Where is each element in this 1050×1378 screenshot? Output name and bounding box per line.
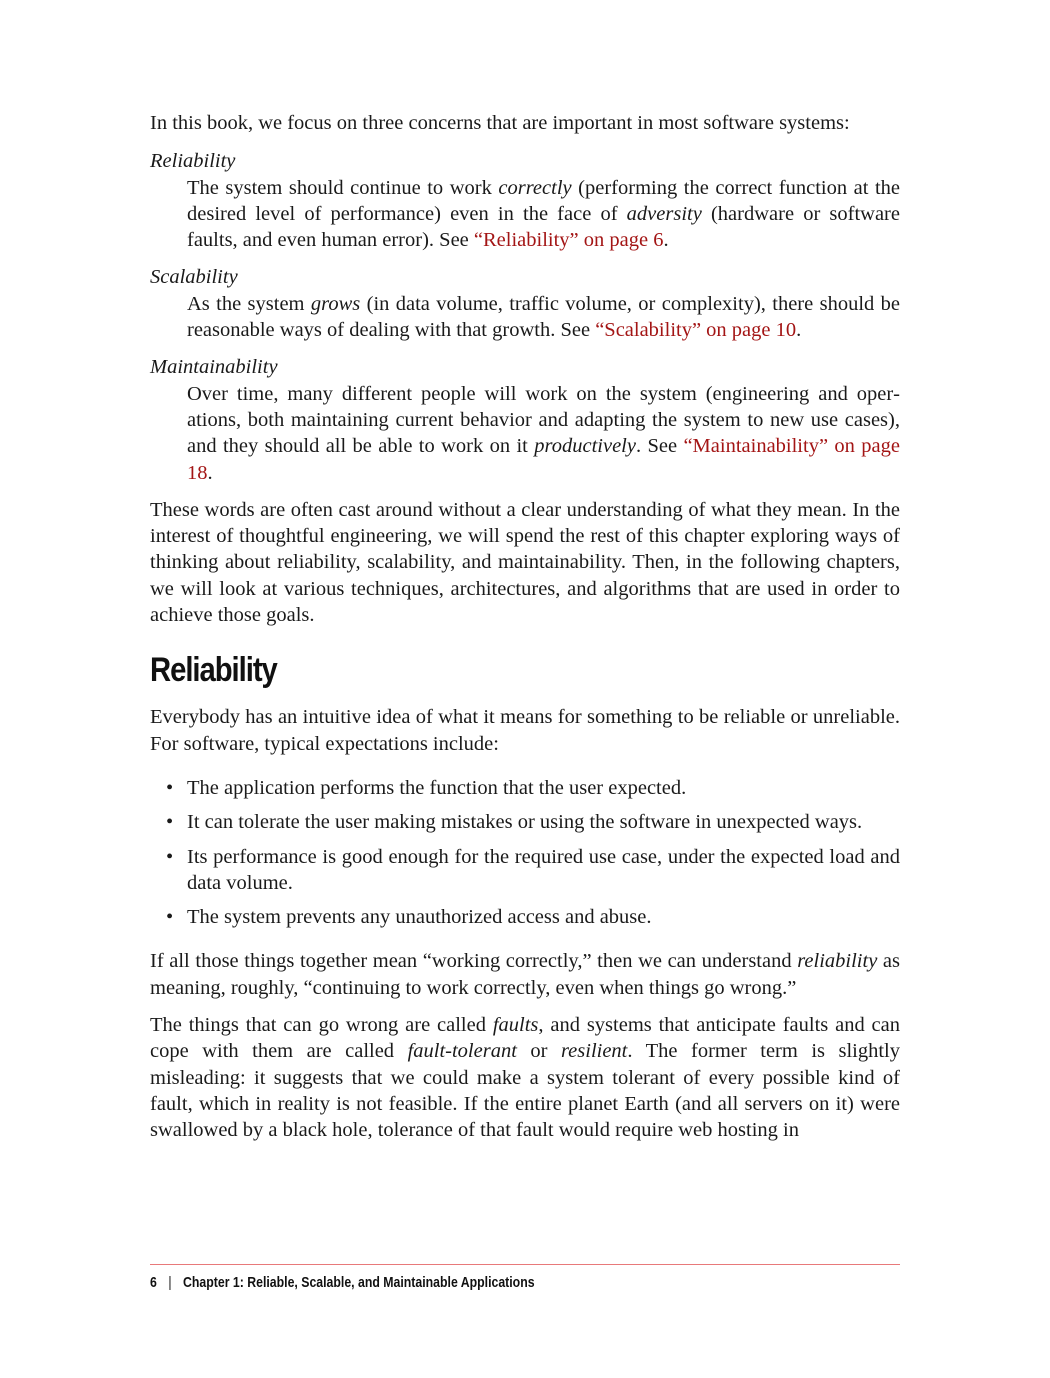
intro-paragraph: In this book, we focus on three concerns that are important in most software systems: [150, 112, 850, 134]
cross-reference-link[interactable]: “Scalability” on page 10 [595, 319, 797, 342]
emphasized-term: productively [534, 435, 636, 458]
emphasized-term: faults [492, 1014, 539, 1037]
emphasized-term: reliability [797, 950, 878, 973]
concern-description-scalability [187, 291, 900, 344]
faults-paragraph [150, 1012, 900, 1143]
text-run: . [796, 319, 802, 342]
everybody-paragraph: Everybody has an intuitive idea of what it means for something to be reliable or unreliable. For software, typical expectations include: [150, 706, 900, 755]
bullet-icon: • [166, 811, 174, 834]
text-run: The system should continue to work [187, 176, 499, 199]
list-item [150, 844, 900, 897]
text-run: . [663, 229, 669, 252]
concern-term-reliability: Reliability [150, 150, 236, 173]
text-run: (hardware or software faults, and even human error). See [187, 202, 900, 252]
concern-term-scalability: Scalability [150, 266, 238, 289]
concerns-list [150, 148, 900, 486]
bullet-icon: • [166, 776, 174, 799]
emphasized-term: resilient [560, 1040, 628, 1063]
list-item [150, 809, 900, 835]
emphasized-term: correctly [498, 176, 572, 199]
text-run: The things that can go wrong are called [150, 1014, 493, 1037]
text-run: or [516, 1040, 561, 1063]
emphasized-term: grows [310, 292, 361, 315]
list-item-text: The application performs the function that the user expected. [187, 776, 687, 799]
page-footer [150, 1264, 900, 1291]
list-item-text: The system prevents any unauthorized access and abuse. [187, 906, 652, 929]
list-item-text: Its performance is good enough for the required use case, under the expected load and data volume. [187, 845, 900, 894]
emphasized-term: fault-tolerant [407, 1040, 517, 1063]
text-run: Over time, many different people will work on the system (engineering and operations, both maintaining current behavior and adapting the system to new use cases), and they should all be able to work on it [187, 382, 900, 458]
text-run: , and systems that anticipate faults and can cope with them are called [150, 1014, 901, 1063]
concern-description-maintainability [187, 381, 900, 486]
section-title: Reliability [150, 651, 277, 690]
emphasized-term: adversity [626, 202, 702, 225]
expectations-list [150, 775, 900, 930]
text-run: As the system [187, 292, 311, 315]
chapter-title: Chapter 1: Reliable, Scalable, and Maintainable Applications [183, 1274, 535, 1291]
text-run: as meaning, roughly, “continuing to work correctly, even when things go wrong.” [150, 950, 900, 999]
text-run: (performing the correct function at the desired level of performance) even in the face of [187, 176, 900, 225]
concern-description-reliability [187, 175, 900, 254]
reliability-definition-paragraph [150, 948, 900, 1001]
page-number: 6 [150, 1274, 157, 1291]
text-run: (in data volume, traffic volume, or complexity), there should be reasonable ways of dealing with that growth. See [187, 292, 900, 342]
bullet-icon: • [166, 845, 174, 868]
footer-separator: | [168, 1274, 172, 1291]
list-item [150, 904, 900, 930]
text-run: . [207, 461, 213, 484]
list-item [150, 775, 900, 801]
bullet-icon: • [166, 906, 174, 929]
text-run: If all those things together mean “working correctly,” then we can understand [150, 950, 798, 973]
cross-reference-link[interactable]: “Maintainability” on page 18 [187, 435, 900, 484]
cross-reference-link[interactable]: “Reliability” on page 6 [473, 229, 664, 252]
text-run: . The former term is slightly misleading: it suggests that we could make a system tolerant of every possible kind of fault, which in reality is not feasible. If the entire planet Earth (and all servers on it) were swallowed by a black hole, tolerance of that fault would require web hosting in [150, 1040, 900, 1142]
words-paragraph: These words are often cast around without a clear understanding of what they mean. In the interest of thoughtful engineering, we will spend the rest of this chapter exploring ways of thinking about reliability, scalability, and maintainability. Then, in the following chapters, we will look at various techniques, architectures, and algorithms that are used in order to achieve those goals. [150, 498, 900, 627]
list-item-text: It can tolerate the user making mistakes or using the software in unexpected ways. [187, 811, 863, 834]
page-body [150, 110, 900, 1155]
text-run: . See [635, 435, 684, 458]
concern-term-maintainability: Maintainability [150, 356, 278, 379]
